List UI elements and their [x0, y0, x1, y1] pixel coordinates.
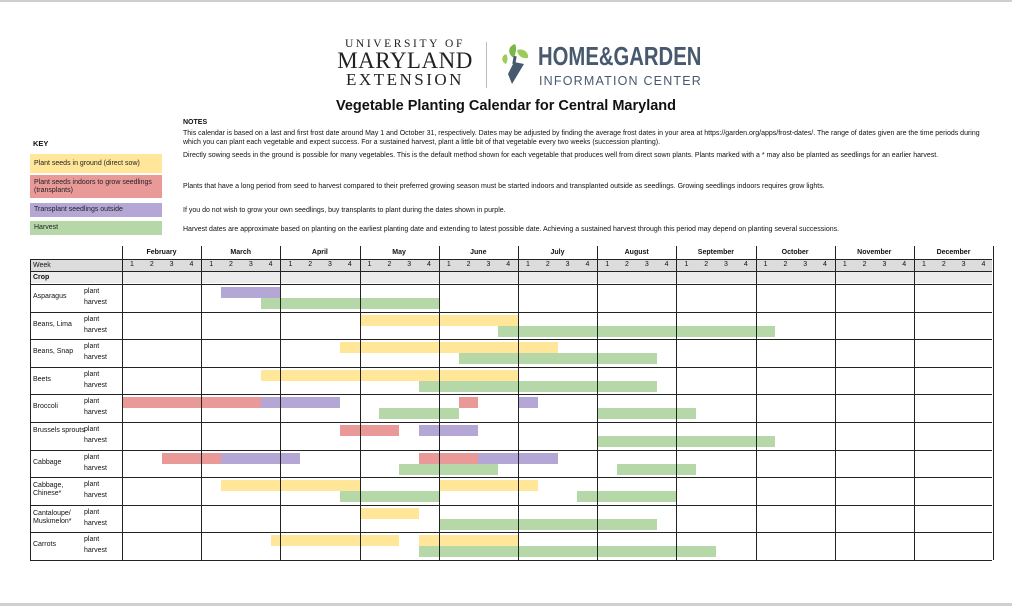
week-number: 2	[308, 261, 313, 268]
week-number: 2	[783, 261, 788, 268]
week-number: 4	[189, 261, 194, 268]
transplant-bar	[518, 397, 538, 408]
plant-row-label: plant	[84, 343, 100, 351]
harvest-bar	[459, 353, 657, 364]
grid-line	[30, 284, 992, 285]
harvest-bar	[419, 546, 716, 557]
harvest-bar	[399, 464, 498, 475]
week-number: 2	[545, 261, 550, 268]
week-number: 2	[941, 261, 946, 268]
crop-name: Beets	[33, 375, 51, 383]
direct-sow-bar	[340, 342, 558, 353]
plant-row-label: plant	[84, 536, 100, 544]
plant-row-label: plant	[84, 453, 100, 461]
direct-sow-bar	[419, 535, 518, 546]
crop-name: Cabbage	[33, 458, 62, 466]
key-indoor-seedlings: Plant seeds indoors to grow seedlings (transplants)	[30, 175, 162, 198]
harvest-row-label: harvest	[84, 464, 107, 472]
crop-label: Crop	[33, 274, 50, 281]
harvest-bar	[617, 464, 696, 475]
indoor-seed-bar	[122, 397, 261, 408]
grid-line	[360, 246, 361, 560]
plant-row-label: plant	[84, 288, 100, 295]
week-number: 3	[169, 261, 174, 268]
week-number: 3	[328, 261, 332, 268]
week-number: 4	[268, 261, 273, 268]
week-label: Week	[33, 262, 51, 269]
harvest-row-label: harvest	[84, 381, 107, 389]
week-number: 1	[842, 261, 847, 268]
grid-line	[30, 394, 992, 395]
transplant-bar	[419, 425, 478, 436]
plant-row-label: plant	[84, 315, 100, 323]
transplant-bar	[221, 453, 300, 464]
week-number: 1	[605, 261, 610, 268]
week-number: 1	[209, 261, 214, 268]
grid-line	[30, 477, 992, 478]
harvest-row-label: harvest	[84, 547, 107, 555]
direct-sow-bar	[261, 370, 518, 381]
grid-line	[439, 246, 440, 560]
plant-row-label: plant	[84, 426, 100, 433]
grid-line	[30, 271, 992, 272]
crop-header-row	[30, 271, 992, 283]
plant-row-label: plant	[84, 508, 100, 516]
direct-sow-bar	[221, 480, 360, 491]
harvest-row-label: harvest	[84, 354, 107, 362]
month-header: July	[550, 249, 565, 256]
indoor-seed-bar	[459, 397, 479, 408]
grid-line	[30, 532, 992, 533]
week-number: 2	[387, 261, 392, 268]
week-number: 2	[704, 261, 709, 268]
grid-line	[201, 246, 202, 560]
harvest-bar	[597, 408, 696, 419]
transplant-bar	[261, 397, 340, 408]
harvest-bar	[498, 326, 775, 337]
month-header: April	[311, 249, 328, 256]
harvest-bar	[439, 519, 657, 530]
direct-sow-bar	[439, 480, 538, 491]
week-number: 3	[724, 261, 728, 268]
week-number: 2	[466, 261, 471, 268]
week-number: 3	[486, 261, 491, 268]
grid-line	[597, 246, 598, 560]
month-header: March	[230, 249, 251, 256]
grid-line	[30, 505, 992, 506]
week-number: 3	[565, 261, 570, 268]
month-header: February	[146, 249, 177, 256]
week-number: 3	[961, 261, 966, 268]
crop-name: Broccoli	[33, 403, 58, 411]
grid-line	[30, 422, 992, 423]
week-number: 3	[644, 261, 649, 268]
week-number: 3	[248, 261, 253, 268]
grid-line	[122, 246, 123, 560]
week-number: 1	[684, 261, 689, 268]
month-header: November	[857, 249, 892, 256]
week-number: 2	[229, 261, 233, 268]
harvest-bar	[577, 491, 676, 502]
crop-name: Cabbage, Chinese*	[33, 482, 64, 498]
month-header: September	[697, 249, 734, 256]
note-indoor-seedlings: Plants that have a long period from seed to harvest compared to their preferred growing season must be started indoors and transplanted outside as seedlings. Growing seedlings indoors requires grow lights.	[183, 183, 825, 190]
week-number: 4	[506, 261, 511, 268]
crop-name: Brussels sprouts	[33, 427, 85, 434]
month-header: August	[624, 249, 649, 256]
harvest-bar	[419, 381, 657, 392]
plant-row-label: plant	[84, 481, 100, 489]
week-number: 4	[347, 261, 352, 268]
week-number: 4	[585, 261, 590, 268]
week-number: 4	[427, 261, 431, 268]
week-number: 1	[288, 261, 293, 268]
key-direct-sow: Plant seeds in ground (direct sow)	[30, 154, 162, 173]
grid-line	[835, 246, 836, 560]
hgic-logo-subtitle: INFORMATION CENTER	[539, 74, 703, 88]
week-number: 1	[130, 261, 134, 268]
harvest-bar	[261, 298, 439, 309]
week-number: 4	[902, 261, 907, 268]
indoor-seed-bar	[340, 425, 399, 436]
note-harvest: Harvest dates are approximate based on planting on the earliest planting date and extending to latest possible date. Achieving a sustained harvest through this period may depend on planting several successions.	[183, 226, 840, 233]
grid-line	[30, 259, 31, 560]
week-number: 3	[882, 261, 887, 268]
direct-sow-bar	[271, 535, 400, 546]
harvest-bar	[597, 436, 775, 447]
week-number: 4	[743, 261, 748, 268]
note-direct-sow: Directly sowing seeds in the ground is possible for many vegetables. This is the default method shown for each vegetable that produces well from direct sown plants. Plants marked with a * may also be planted as seedlings for an earlier harvest.	[183, 152, 939, 159]
week-number: 2	[862, 261, 867, 268]
plant-row-label: plant	[84, 370, 100, 378]
grid-line	[30, 367, 992, 368]
crop-name: Cantaloupe/ Muskmelon*	[33, 509, 72, 525]
page-title: Vegetable Planting Calendar for Central Maryland	[335, 98, 677, 114]
week-number: 3	[407, 261, 412, 268]
crop-name: Beans, Snap	[33, 348, 74, 356]
grid-line	[756, 246, 757, 560]
week-number: 1	[367, 261, 372, 268]
transplant-bar	[221, 287, 280, 298]
month-header: May	[392, 249, 406, 256]
week-number: 4	[823, 261, 827, 268]
umd-logo-line1: UNIVERSITY OF	[345, 38, 465, 50]
notes-heading: NOTES	[183, 119, 208, 126]
hgic-logo-title: HOME&GARDEN	[538, 41, 702, 71]
umd-logo-line2: MARYLAND	[337, 48, 473, 73]
grid-line	[30, 339, 992, 340]
week-number: 3	[803, 261, 808, 268]
key-heading: KEY	[33, 139, 49, 148]
harvest-row-label: harvest	[84, 519, 107, 527]
week-number: 2	[149, 261, 154, 268]
plant-row-label: plant	[84, 398, 100, 406]
month-header: October	[781, 249, 809, 256]
indoor-seed-bar	[419, 453, 478, 464]
grid-line	[30, 259, 992, 260]
crop-name: Carrots	[33, 541, 56, 549]
month-header: December	[936, 249, 971, 256]
harvest-bar	[379, 408, 458, 419]
key-transplant: Transplant seedlings outside	[30, 203, 162, 217]
week-number: 1	[763, 261, 768, 268]
umd-logo-line3: EXTENSION	[346, 70, 464, 89]
harvest-row-label: harvest	[84, 409, 107, 417]
week-number: 1	[922, 261, 926, 268]
grid-line	[280, 246, 281, 560]
direct-sow-bar	[360, 508, 419, 519]
harvest-row-label: harvest	[84, 437, 107, 444]
week-number: 4	[664, 261, 669, 268]
grid-line	[30, 560, 992, 561]
harvest-row-label: harvest	[84, 492, 107, 500]
grid-line	[30, 312, 992, 313]
crop-name: Beans, Lima	[33, 320, 72, 328]
harvest-row-label: harvest	[84, 326, 107, 334]
key-harvest: Harvest	[30, 221, 162, 235]
week-number: 2	[625, 261, 629, 268]
grid-line	[676, 246, 677, 560]
note-transplants: If you do not wish to grow your own seedlings, buy transplants to plant during the dates shown in purple.	[183, 207, 506, 214]
month-header: June	[470, 249, 487, 256]
indoor-seed-bar	[162, 453, 221, 464]
harvest-row-label: harvest	[84, 299, 107, 306]
week-number: 1	[446, 261, 451, 268]
grid-line	[914, 246, 915, 560]
week-number: 1	[526, 261, 530, 268]
harvest-bar	[340, 491, 439, 502]
grid-line	[30, 450, 992, 451]
crop-name: Asparagus	[33, 293, 67, 300]
grid-line	[518, 246, 519, 560]
note-frost-dates: This calendar is based on a last and first frost date around May 1 and October 31, respectively. Dates may be adjusted by finding the average frost dates in your area at https://garden.org/apps/frost-dates/. The range of dates given are the time periods during which you can plant each vegetable and expect success. For a sustained harvest, plant a little bit of that vegetable every two weeks (succession planting).	[183, 130, 980, 146]
week-number: 4	[981, 261, 986, 268]
grid-line	[993, 246, 994, 560]
